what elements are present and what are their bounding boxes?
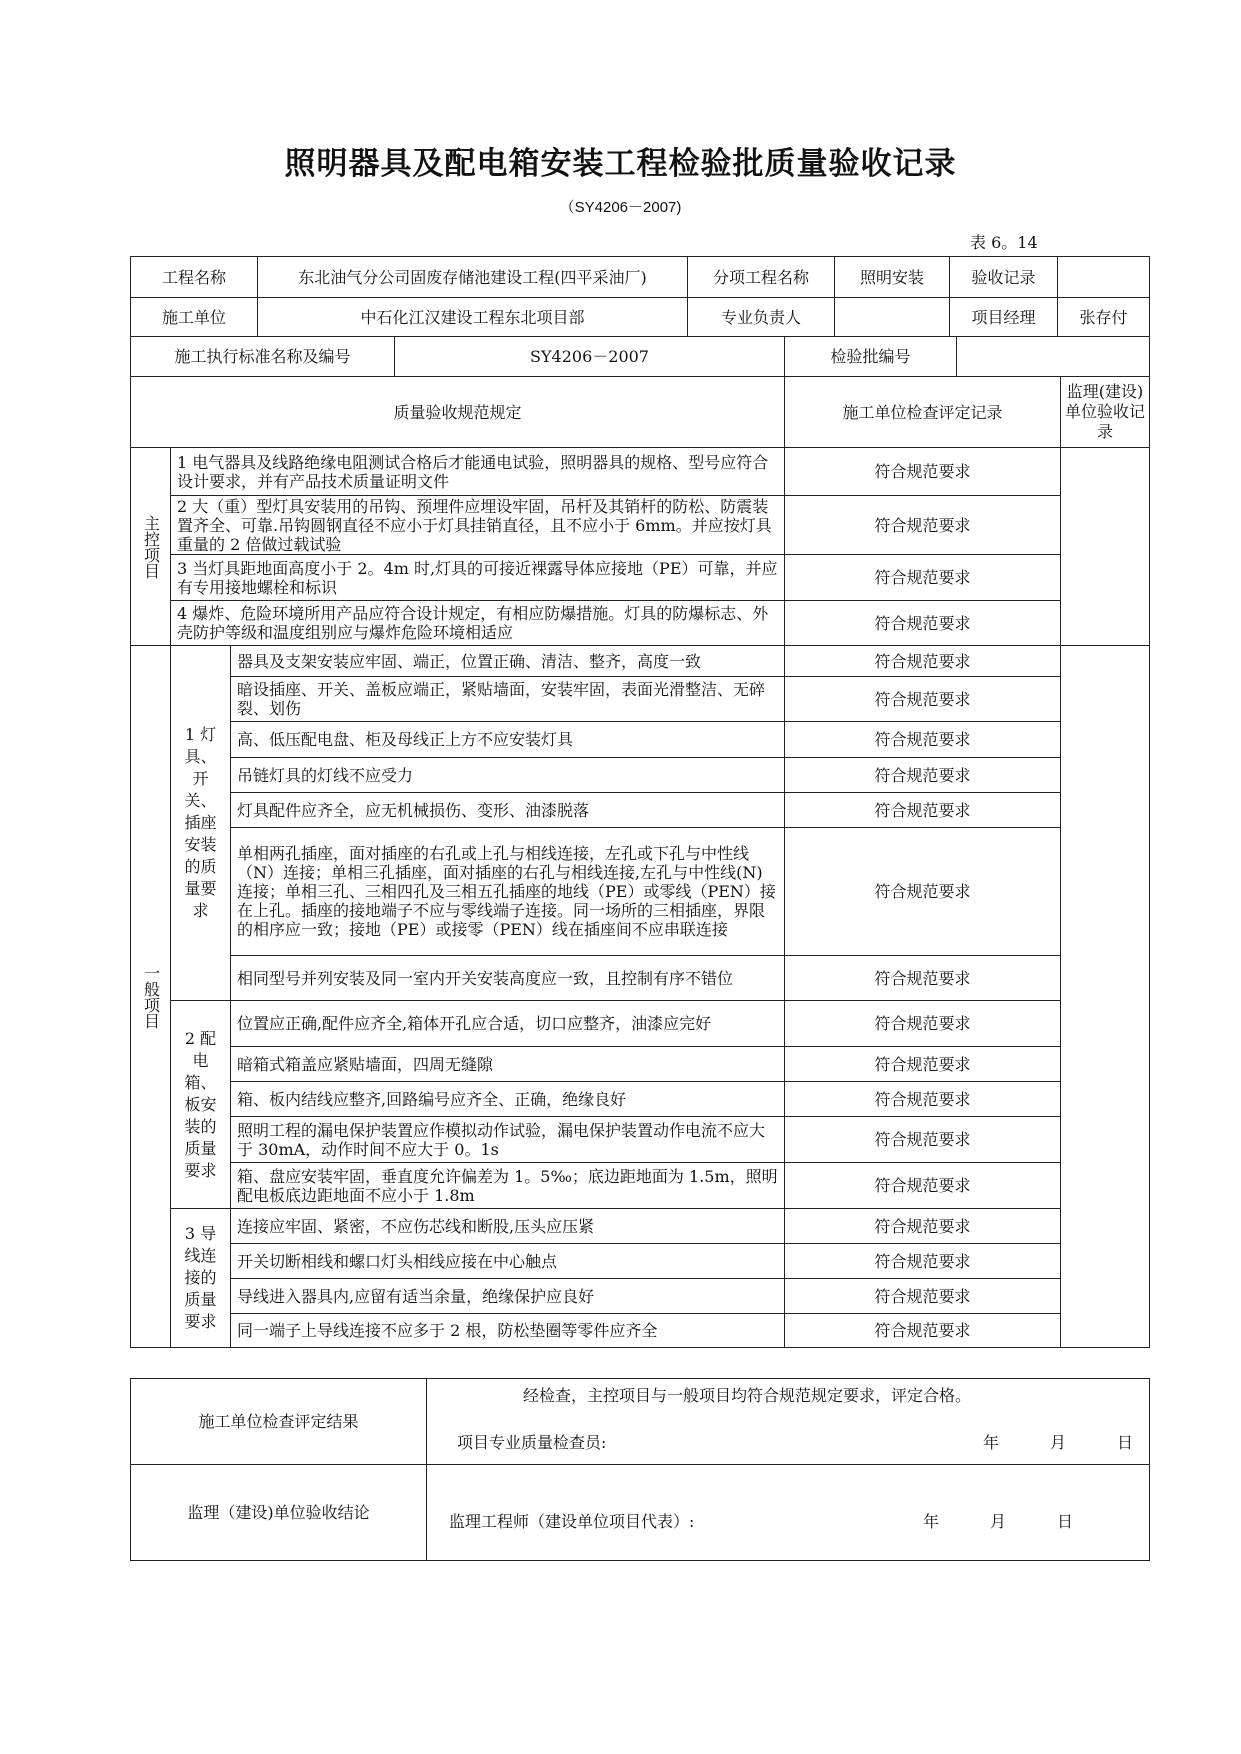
engineer-date [923, 1512, 1073, 1531]
specialist-label: 专业负责人 [688, 298, 835, 337]
year-label: 年 [923, 1512, 940, 1531]
specialist-value [835, 298, 950, 337]
manager-label: 项目经理 [950, 298, 1058, 337]
main-item: 1 电气器具及线路绝缘电阻测试合格后才能通电试验，照明器具的规格、型号应符合设计要求，并有产品技术质量证明文件 [171, 448, 785, 496]
general-result: 符合规范要求 [785, 1279, 1061, 1314]
standard-table [130, 336, 1150, 377]
general-result: 符合规范要求 [785, 677, 1061, 722]
footer-table [130, 1378, 1150, 1561]
general-result: 符合规范要求 [785, 1117, 1061, 1163]
unit-label: 施工单位 [131, 298, 258, 337]
standard-subtitle: （SY4206－2007) [559, 199, 682, 216]
header-table [130, 256, 1150, 337]
subitem-label: 分项工程名称 [688, 257, 835, 298]
day-label: 日 [1056, 1512, 1073, 1531]
general-item: 照明工程的漏电保护装置应作模拟动作试验，漏电保护装置动作电流不应大于 30mA，动作时间不应大于 0。1s [231, 1117, 785, 1163]
inspection-table [130, 376, 1150, 1348]
col-header-check: 施工单位检查评定记录 [785, 377, 1061, 448]
unit-result-label: 施工单位检查评定结果 [131, 1379, 427, 1465]
general-item: 同一端子上导线连接不应多于 2 根，防松垫圈等零件应齐全 [231, 1314, 785, 1348]
general-item: 相同型号并列安装及同一室内开关安装高度应一致，且控制有序不错位 [231, 956, 785, 1001]
general-item: 吊链灯具的灯线不应受力 [231, 758, 785, 793]
col-header-supervisor: 监理(建设)单位验收记录 [1061, 377, 1150, 448]
main-item: 2 大（重）型灯具安装用的吊钩、预埋件应埋设牢固，吊杆及其销杆的防松、防震装置齐全、可靠.吊钩圆钢直径不应小于灯具挂销直径，且不应小于 6mm。并应按灯具重量的 2 倍做过载试验 [171, 496, 785, 555]
general-result: 符合规范要求 [785, 1314, 1061, 1348]
page-title: 照明器具及配电箱安装工程检验批质量验收记录 [284, 146, 957, 182]
general-result: 符合规范要求 [785, 1163, 1061, 1209]
general-item: 箱、板内结线应整齐,回路编号应齐全、正确，绝缘良好 [231, 1082, 785, 1117]
subitem-value: 照明安装 [835, 257, 950, 298]
general-result: 符合规范要求 [785, 722, 1061, 758]
supervisor-conclusion-cell [427, 1465, 1150, 1561]
engineer-label: 监理工程师（建设单位项目代表）: [449, 1512, 695, 1531]
supervisor-general-cell [1061, 646, 1150, 1348]
general-group-label: 1 灯具、开关、插座安装的质量要求 [171, 646, 231, 1001]
general-result: 符合规范要求 [785, 1001, 1061, 1047]
general-result: 符合规范要求 [785, 828, 1061, 956]
main-result: 符合规范要求 [785, 448, 1061, 496]
unit-result-text: 经检查，主控项目与一般项目均符合规范规定要求，评定合格。 [523, 1386, 972, 1405]
project-name-value: 东北油气分公司固废存储池建设工程(四平采油厂) [258, 257, 688, 298]
unit-result-cell [427, 1379, 1150, 1465]
general-result: 符合规范要求 [785, 1209, 1061, 1244]
year-label: 年 [983, 1433, 1000, 1452]
general-result: 符合规范要求 [785, 1047, 1061, 1082]
general-result: 符合规范要求 [785, 1244, 1061, 1279]
general-item: 导线进入器具内,应留有适当余量，绝缘保护应良好 [231, 1279, 785, 1314]
general-item: 灯具配件应齐全，应无机械损伤、变形、油漆脱落 [231, 793, 785, 828]
general-group-label: 2 配电箱、板安装的质量要求 [171, 1001, 231, 1209]
col-header-spec: 质量验收规范规定 [131, 377, 785, 448]
general-item: 开关切断相线和螺口灯头相线应接在中心触点 [231, 1244, 785, 1279]
project-name-label: 工程名称 [131, 257, 258, 298]
month-label: 月 [1049, 1433, 1066, 1452]
standard-value: SY4206－2007 [395, 337, 785, 377]
general-result: 符合规范要求 [785, 956, 1061, 1001]
general-item: 单相两孔插座，面对插座的右孔或上孔与相线连接，左孔或下孔与中性线（N）连接；单相三孔插座，面对插座的右孔与相线连接,左孔与中性线(N)连接；单相三孔、三相四孔及三相五孔插座的地线（PE）或零线（PEN）接在上孔。插座的接地端子不应与零线端子连接。同一场所的三相插座，界限的相序应一致；接地（PE）或接零（PEN）线在插座间不应串联连接 [231, 828, 785, 956]
general-group-label: 3 导线连接的质量要求 [171, 1209, 231, 1348]
general-section-label: 一般项目 [131, 646, 171, 1348]
unit-value: 中石化江汉建设工程东北项目部 [258, 298, 688, 337]
batch-value [957, 337, 1150, 377]
supervisor-main-cell [1061, 448, 1150, 646]
engineer-signature-line [443, 1512, 1133, 1531]
main-result: 符合规范要求 [785, 496, 1061, 555]
manager-value: 张存付 [1058, 298, 1150, 337]
general-item: 位置应正确,配件应齐全,箱体开孔应合适，切口应整齐，油漆应完好 [231, 1001, 785, 1047]
month-label: 月 [989, 1512, 1006, 1531]
supervisor-conclusion-label: 监理（建设)单位验收结论 [131, 1465, 427, 1561]
batch-label: 检验批编号 [785, 337, 957, 377]
main-item: 4 爆炸、危险环境所用产品应符合设计规定，有相应防爆措施。灯具的防爆标志、外壳防护等级和温度组别应与爆炸危险环境相适应 [171, 601, 785, 646]
general-result: 符合规范要求 [785, 793, 1061, 828]
general-item: 暗设插座、开关、盖板应端正，紧贴墙面，安装牢固，表面光滑整洁、无碎裂、划伤 [231, 677, 785, 722]
general-result: 符合规范要求 [785, 758, 1061, 793]
general-item: 箱、盘应安装牢固，垂直度允许偏差为 1。5‰；底边距地面为 1.5m，照明配电板底边距地面不应小于 1.8m [231, 1163, 785, 1209]
general-item: 器具及支架安装应牢固、端正，位置正确、清洁、整齐，高度一致 [231, 646, 785, 677]
general-item: 暗箱式箱盖应紧贴墙面，四周无缝隙 [231, 1047, 785, 1082]
inspector-date [983, 1433, 1133, 1452]
general-result: 符合规范要求 [785, 646, 1061, 677]
main-result: 符合规范要求 [785, 555, 1061, 601]
table-number: 表 6。14 [970, 233, 1038, 252]
general-item: 连接应牢固、紧密，不应伤芯线和断股,压头应压紧 [231, 1209, 785, 1244]
day-label: 日 [1116, 1433, 1133, 1452]
general-item: 高、低压配电盘、柜及母线正上方不应安装灯具 [231, 722, 785, 758]
acceptance-value [1058, 257, 1150, 298]
main-item: 3 当灯具距地面高度小于 2。4m 时,灯具的可接近裸露导体应接地（PE）可靠，并应有专用接地螺栓和标识 [171, 555, 785, 601]
main-result: 符合规范要求 [785, 601, 1061, 646]
inspector-label: 项目专业质量检查员: [457, 1433, 607, 1452]
general-result: 符合规范要求 [785, 1082, 1061, 1117]
acceptance-label: 验收记录 [950, 257, 1058, 298]
inspector-signature-line [443, 1433, 1133, 1452]
main-section-label: 主控项目 [131, 448, 171, 646]
standard-label: 施工执行标准名称及编号 [131, 337, 395, 377]
